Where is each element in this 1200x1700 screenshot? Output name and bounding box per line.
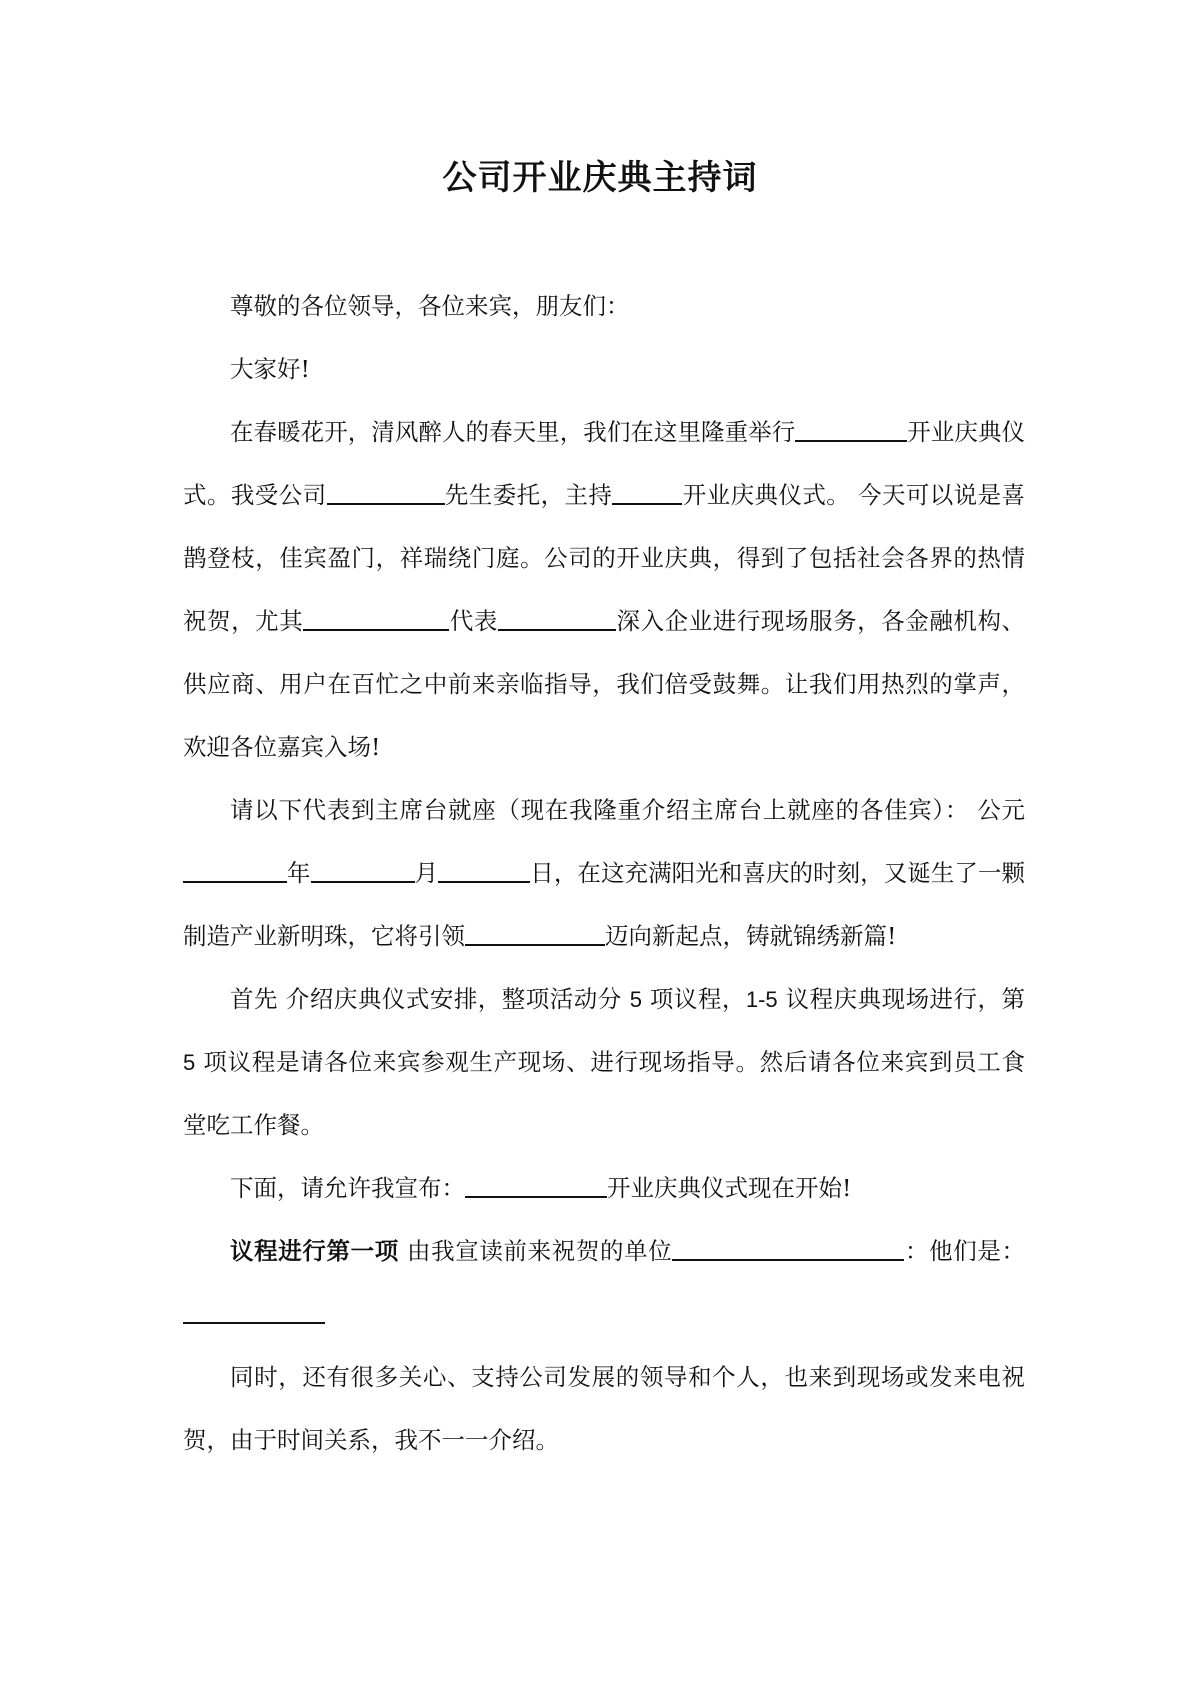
agenda-text-3: 议程庆典现场进行，第 [785, 985, 1026, 1013]
blank-line [498, 608, 616, 631]
announcement-text-2: 开业庆典仪式现在开始! [607, 1174, 852, 1202]
seating-paragraph [183, 779, 1025, 968]
announcement-paragraph [183, 1157, 1025, 1220]
opening-text-1: 在春暖花开，清风醉人的春天里，我们在这里隆重举行 [230, 418, 796, 446]
first-item-paragraph [183, 1220, 1025, 1346]
seating-text-3: 月 [414, 859, 439, 887]
opening-text-5: 代表 [449, 607, 498, 635]
seating-text-5: 迈向新起点，铸就锦绣新篇! [605, 922, 897, 950]
blank-line [438, 860, 530, 883]
opening-text-6: 深入企业进行现场服务，各金融机构、供应商、用户在百忙之中前来亲临指导，我们倍受鼓舞。让我们用热烈的掌声，欢迎各位嘉宾入场! [183, 607, 1026, 761]
first-item-text-2: ：他们是： [904, 1237, 1026, 1265]
agenda-number: 1-5 [745, 987, 778, 1012]
blank-line [311, 860, 415, 883]
blank-line [183, 860, 287, 883]
agenda-text-4: 项议程是请各位来宾参观生产现场、进行现场指导。然后请各位来宾到员工食堂吃工作餐。 [183, 1048, 1025, 1139]
announcement-text-1: 下面，请允许我宣布： [230, 1174, 465, 1202]
greeting-paragraph: 尊敬的各位领导，各位来宾，朋友们： [230, 292, 630, 320]
blank-line [183, 1301, 325, 1324]
document-body [183, 275, 1025, 1472]
closing-paragraph: 同时，还有很多关心、支持公司发展的领导和个人，也来到现场或发来电祝贺，由于时间关系，我不一一介绍。 [183, 1363, 1025, 1454]
agenda-text-1: 首先 介绍庆典仪式安排，整项活动分 [230, 985, 622, 1013]
seating-text-2: 年 [287, 859, 311, 887]
opening-text-2: 开业庆典仪式。我受公司 [183, 418, 1026, 509]
agenda-number: 5 [183, 1050, 196, 1075]
hello-paragraph: 大家好! [230, 355, 310, 383]
agenda-number: 5 [629, 987, 642, 1012]
blank-line [465, 923, 605, 946]
document-title: 公司开业庆典主持词 [442, 158, 758, 198]
agenda-paragraph [183, 968, 1025, 1157]
first-item-text-1: 由我宣读前来祝贺的单位 [398, 1237, 673, 1265]
first-item-heading: 议程进行第一项 [230, 1237, 399, 1265]
seating-text-4: 日，在这充满阳光和喜庆的时刻，又诞生了一颗制造产业新明珠，它将引领 [183, 859, 1026, 950]
opening-text-3: 先生委托，主持 [444, 481, 613, 509]
seating-text-1: 请以下代表到主席台就座（现在我隆重介绍主席台上就座的各佳宾）： 公元 [230, 796, 1025, 824]
opening-text-4: 开业庆典仪式。 今天可以说是喜鹊登枝，佳宾盈门，祥瑞绕门庭。公司的开业庆典，得到了包括社会各界的热情祝贺，尤其 [183, 481, 1026, 635]
agenda-text-2: 项议程， [649, 985, 746, 1013]
blank-line [303, 608, 449, 631]
blank-line [612, 482, 682, 505]
blank-line [465, 1175, 607, 1198]
blank-line [795, 419, 907, 442]
blank-line [672, 1238, 904, 1261]
opening-paragraph [183, 401, 1025, 779]
blank-line [327, 482, 445, 505]
